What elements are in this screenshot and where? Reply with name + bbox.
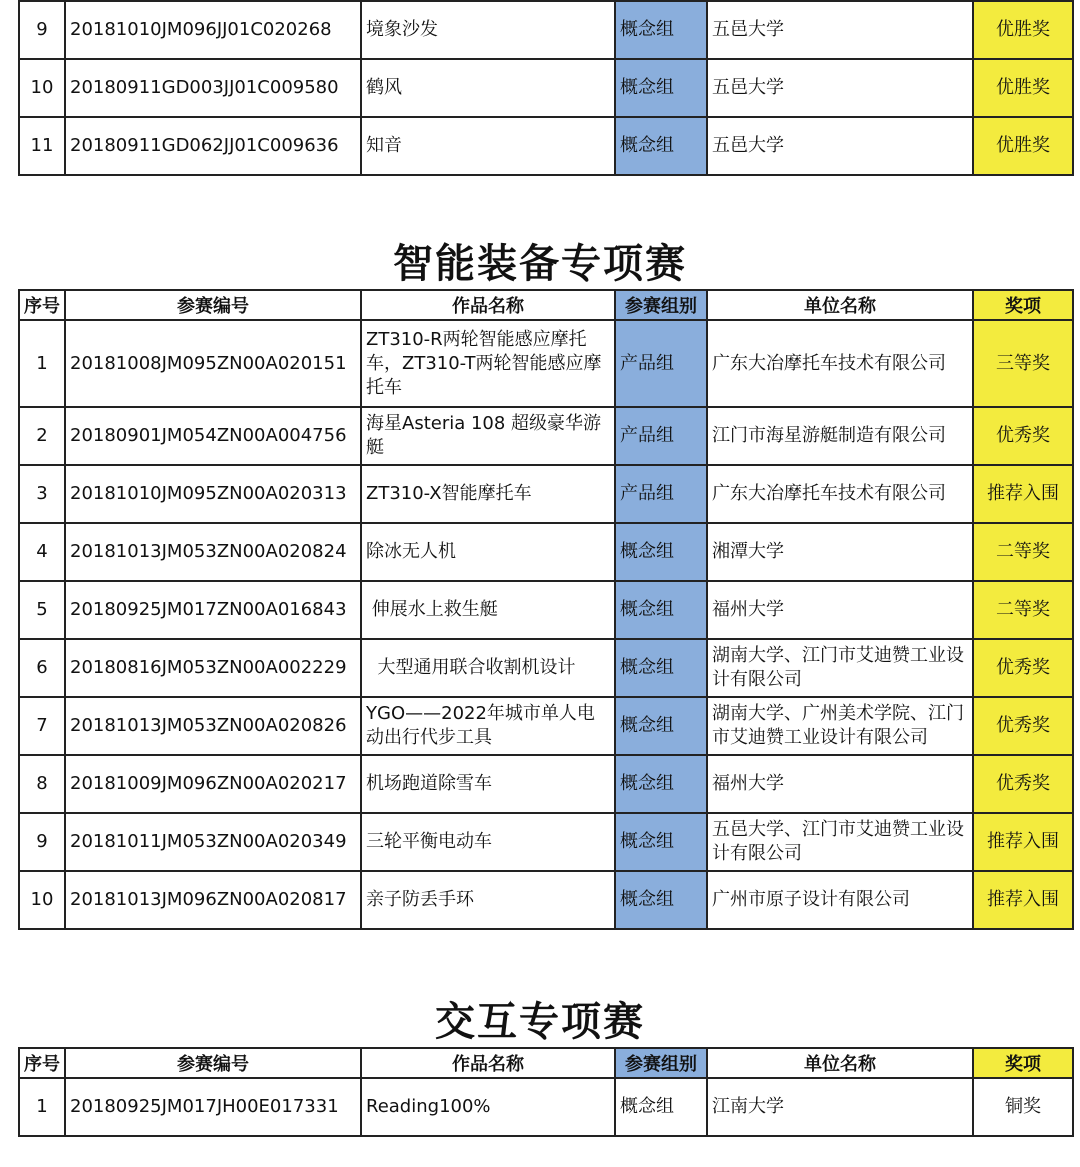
row-work-name: ZT310-X智能摩托车 bbox=[361, 465, 615, 523]
row-award: 三等奖 bbox=[973, 320, 1073, 407]
table-row bbox=[19, 59, 1073, 117]
row-unit: 五邑大学 bbox=[707, 117, 973, 175]
header-unit: 单位名称 bbox=[707, 290, 973, 320]
row-unit: 广东大冶摩托车技术有限公司 bbox=[707, 320, 973, 407]
row-work-name: 机场跑道除雪车 bbox=[361, 755, 615, 813]
row-code: 20181010JM095ZN00A020313 bbox=[65, 465, 361, 523]
row-award: 二等奖 bbox=[973, 523, 1073, 581]
header-award: 奖项 bbox=[973, 1048, 1073, 1078]
row-code: 20181008JM095ZN00A020151 bbox=[65, 320, 361, 407]
row-code: 20180816JM053ZN00A002229 bbox=[65, 639, 361, 697]
row-award: 推荐入围 bbox=[973, 813, 1073, 871]
row-code: 20181011JM053ZN00A020349 bbox=[65, 813, 361, 871]
row-award: 优秀奖 bbox=[973, 407, 1073, 465]
table-row bbox=[19, 581, 1073, 639]
row-award: 优秀奖 bbox=[973, 639, 1073, 697]
table-row bbox=[19, 1, 1073, 59]
row-work-name: 鹤风 bbox=[361, 59, 615, 117]
row-code: 20180911GD003JJ01C009580 bbox=[65, 59, 361, 117]
row-group: 概念组 bbox=[615, 755, 707, 813]
row-code: 20181010JM096JJ01C020268 bbox=[65, 1, 361, 59]
row-index: 1 bbox=[19, 1078, 65, 1136]
row-code: 20180901JM054ZN00A004756 bbox=[65, 407, 361, 465]
row-index: 5 bbox=[19, 581, 65, 639]
header-code: 参赛编号 bbox=[65, 1048, 361, 1078]
header-group: 参赛组别 bbox=[615, 290, 707, 320]
row-award: 优秀奖 bbox=[973, 697, 1073, 755]
header-group: 参赛组别 bbox=[615, 1048, 707, 1078]
row-unit: 福州大学 bbox=[707, 581, 973, 639]
row-group: 概念组 bbox=[615, 1078, 707, 1136]
header-unit: 单位名称 bbox=[707, 1048, 973, 1078]
row-unit: 广州市原子设计有限公司 bbox=[707, 871, 973, 929]
row-work-name: 亲子防丢手环 bbox=[361, 871, 615, 929]
row-group: 概念组 bbox=[615, 813, 707, 871]
row-group: 产品组 bbox=[615, 407, 707, 465]
interaction-table bbox=[18, 1047, 1074, 1137]
row-unit: 江南大学 bbox=[707, 1078, 973, 1136]
row-unit: 五邑大学、江门市艾迪赞工业设计有限公司 bbox=[707, 813, 973, 871]
row-index: 9 bbox=[19, 813, 65, 871]
table-row bbox=[19, 407, 1073, 465]
row-group: 概念组 bbox=[615, 1, 707, 59]
table-row bbox=[19, 523, 1073, 581]
row-work-name: 大型通用联合收割机设计 bbox=[361, 639, 615, 697]
row-group: 概念组 bbox=[615, 871, 707, 929]
row-work-name: YGO——2022年城市单人电动出行代步工具 bbox=[361, 697, 615, 755]
header-award: 奖项 bbox=[973, 290, 1073, 320]
row-code: 20181009JM096ZN00A020217 bbox=[65, 755, 361, 813]
row-index: 11 bbox=[19, 117, 65, 175]
row-group: 概念组 bbox=[615, 697, 707, 755]
header-name: 作品名称 bbox=[361, 1048, 615, 1078]
row-code: 20181013JM053ZN00A020826 bbox=[65, 697, 361, 755]
row-index: 9 bbox=[19, 1, 65, 59]
table-row bbox=[19, 117, 1073, 175]
row-award: 铜奖 bbox=[973, 1078, 1073, 1136]
row-work-name: 除冰无人机 bbox=[361, 523, 615, 581]
row-index: 10 bbox=[19, 871, 65, 929]
table-row bbox=[19, 697, 1073, 755]
row-work-name: 境象沙发 bbox=[361, 1, 615, 59]
table-header-row bbox=[19, 1048, 1073, 1078]
table-row bbox=[19, 871, 1073, 929]
row-award: 推荐入围 bbox=[973, 465, 1073, 523]
section-title-interaction: 交互专项赛 bbox=[435, 999, 645, 1045]
section-title-smart-equipment: 智能装备专项赛 bbox=[393, 241, 687, 287]
row-unit: 湖南大学、江门市艾迪赞工业设计有限公司 bbox=[707, 639, 973, 697]
row-work-name: 伸展水上救生艇 bbox=[361, 581, 615, 639]
row-code: 20181013JM053ZN00A020824 bbox=[65, 523, 361, 581]
header-code: 参赛编号 bbox=[65, 290, 361, 320]
row-group: 产品组 bbox=[615, 320, 707, 407]
row-unit: 广东大冶摩托车技术有限公司 bbox=[707, 465, 973, 523]
row-index: 2 bbox=[19, 407, 65, 465]
row-unit: 江门市海星游艇制造有限公司 bbox=[707, 407, 973, 465]
row-award: 优胜奖 bbox=[973, 1, 1073, 59]
table-row bbox=[19, 1078, 1073, 1136]
row-award: 二等奖 bbox=[973, 581, 1073, 639]
row-award: 优秀奖 bbox=[973, 755, 1073, 813]
row-group: 概念组 bbox=[615, 59, 707, 117]
row-code: 20180911GD062JJ01C009636 bbox=[65, 117, 361, 175]
row-unit: 湘潭大学 bbox=[707, 523, 973, 581]
row-unit: 福州大学 bbox=[707, 755, 973, 813]
row-code: 20181013JM096ZN00A020817 bbox=[65, 871, 361, 929]
header-idx: 序号 bbox=[19, 1048, 65, 1078]
table-row bbox=[19, 465, 1073, 523]
header-idx: 序号 bbox=[19, 290, 65, 320]
row-work-name: 三轮平衡电动车 bbox=[361, 813, 615, 871]
row-index: 3 bbox=[19, 465, 65, 523]
row-index: 4 bbox=[19, 523, 65, 581]
row-award: 优胜奖 bbox=[973, 117, 1073, 175]
row-unit: 五邑大学 bbox=[707, 59, 973, 117]
table-row bbox=[19, 639, 1073, 697]
row-group: 概念组 bbox=[615, 639, 707, 697]
row-code: 20180925JM017ZN00A016843 bbox=[65, 581, 361, 639]
row-index: 10 bbox=[19, 59, 65, 117]
row-group: 产品组 bbox=[615, 465, 707, 523]
row-work-name: 知音 bbox=[361, 117, 615, 175]
header-name: 作品名称 bbox=[361, 290, 615, 320]
row-work-name: 海星Asteria 108 超级豪华游艇 bbox=[361, 407, 615, 465]
row-index: 7 bbox=[19, 697, 65, 755]
row-group: 概念组 bbox=[615, 117, 707, 175]
row-index: 1 bbox=[19, 320, 65, 407]
row-group: 概念组 bbox=[615, 523, 707, 581]
row-award: 优胜奖 bbox=[973, 59, 1073, 117]
row-code: 20180925JM017JH00E017331 bbox=[65, 1078, 361, 1136]
smart-equipment-table bbox=[18, 289, 1074, 930]
table-row bbox=[19, 813, 1073, 871]
row-unit: 五邑大学 bbox=[707, 1, 973, 59]
table-header-row bbox=[19, 290, 1073, 320]
row-award: 推荐入围 bbox=[973, 871, 1073, 929]
row-work-name: ZT310-R两轮智能感应摩托车，ZT310-T两轮智能感应摩托车 bbox=[361, 320, 615, 407]
top-award-table bbox=[18, 0, 1074, 176]
table-row bbox=[19, 755, 1073, 813]
row-index: 6 bbox=[19, 639, 65, 697]
table-row bbox=[19, 320, 1073, 407]
row-group: 概念组 bbox=[615, 581, 707, 639]
row-index: 8 bbox=[19, 755, 65, 813]
row-unit: 湖南大学、广州美术学院、江门市艾迪赞工业设计有限公司 bbox=[707, 697, 973, 755]
row-work-name: Reading100% bbox=[361, 1078, 615, 1136]
